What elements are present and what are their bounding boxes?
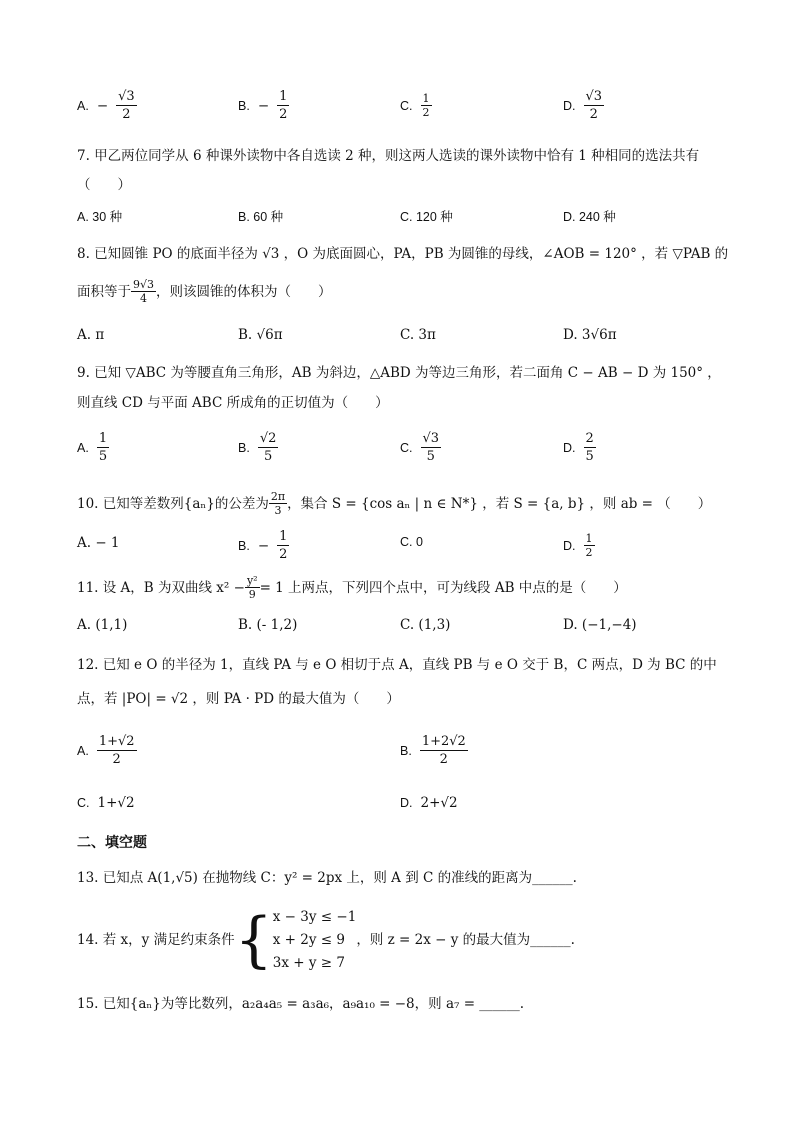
denominator: 2 (112, 752, 121, 767)
fraction (277, 88, 289, 123)
q11-option-a: A. (1,1) (77, 617, 128, 633)
fraction (116, 88, 137, 123)
option-label: A. (77, 98, 89, 113)
text: ，则 z = 2x − y 的最大值为______. (356, 932, 575, 948)
q6-option-c (400, 92, 432, 119)
text: 10. 已知等差数列{aₙ}的公差为 (77, 495, 269, 512)
fraction (584, 532, 595, 559)
q7-option-b: B. 60 种 (238, 210, 284, 224)
numerator: 1 (422, 92, 430, 105)
fraction (97, 733, 137, 768)
text: ，则该圆锥的体积为（ ） (156, 283, 332, 300)
q15-stem: 15. 已知{aₙ}为等比数列，a₂a₄a₅ = a₃a₆，a₉a₁₀ = −8，则 a₇ = ______. (77, 996, 525, 1012)
sign: − (257, 537, 270, 554)
q11-option-b: B. (- 1,2) (238, 617, 298, 633)
option-label: B. (238, 538, 250, 553)
text: ，集合 S = {cos aₙ | n ∈ N*} ，若 S = {a, b} ，则 ab = （ ） (287, 495, 712, 512)
q9-option-d (563, 430, 596, 465)
denominator: 5 (426, 449, 435, 464)
q11-option-c: C. (1,3) (400, 617, 451, 633)
text: = 1 上两点，下列四个点中，可为线段 AB 中点的是（ ） (259, 579, 627, 596)
denominator: 9 (248, 588, 256, 601)
q10-option-b (238, 528, 289, 563)
q12-option-b (400, 733, 468, 768)
q10-stem (77, 490, 711, 517)
numerator: 1 (279, 529, 288, 544)
q7-option-c: C. 120 种 (400, 210, 453, 224)
brace: { (234, 905, 273, 975)
fraction (269, 490, 287, 517)
q14-stem (77, 905, 575, 975)
text: 面积等于 (77, 283, 131, 300)
option-label: D. (563, 98, 576, 113)
option-label: C. (400, 440, 413, 455)
constraint: 3x + y ≥ 7 (272, 954, 345, 971)
q12-option-a (77, 733, 137, 768)
fraction (420, 733, 468, 768)
numerator: y² (246, 574, 258, 587)
q10-option-d (563, 532, 595, 559)
denominator: 2 (122, 107, 131, 122)
denominator: 4 (140, 292, 147, 305)
q10-option-a: A. − 1 (77, 535, 120, 551)
q7-stem-line1: 7. 甲乙两位同学从 6 种课外读物中各自选读 2 种，则这两人选读的课外读物中恰有 1 种相同的选法共有 (77, 148, 700, 164)
q11-option-d: D. (−1,−4) (563, 617, 637, 633)
numerator: 1 (585, 532, 593, 545)
numerator: 2π (270, 490, 286, 503)
q7-option-a: A. 30 种 (77, 210, 123, 224)
fraction (584, 430, 596, 465)
option-label: C. (400, 98, 413, 113)
denominator: 2 (589, 107, 598, 122)
sign: − (257, 97, 270, 114)
denominator: 2 (439, 752, 448, 767)
denominator: 2 (279, 107, 288, 122)
numerator: 2 (585, 431, 594, 446)
option-label: D. (563, 440, 576, 455)
value: 1+√2 (97, 795, 135, 811)
fraction (258, 430, 279, 465)
q12-option-d (400, 795, 458, 811)
q6-option-a (77, 88, 137, 123)
q8-option-b: B. √6π (238, 327, 283, 343)
constraint: x − 3y ≤ −1 (272, 908, 357, 925)
sign: − (96, 97, 109, 114)
fraction (131, 278, 156, 305)
text: 11. 设 A，B 为双曲线 x² − (77, 579, 245, 596)
fraction (584, 88, 605, 123)
denominator: 3 (274, 504, 282, 517)
q8-stem-line1: 8. 已知圆锥 PO 的底面半径为 √3 ，O 为底面圆心，PA，PB 为圆锥的母线，∠AOB = 120° ，若 ▽PAB 的 (77, 246, 729, 262)
numerator: √2 (259, 431, 277, 446)
q8-option-a: A. π (77, 327, 105, 343)
q10-option-c: C. 0 (400, 535, 423, 549)
option-label: D. (400, 796, 413, 810)
q8-option-c: C. 3π (400, 327, 436, 343)
denominator: 2 (585, 546, 593, 559)
q6-option-d (563, 88, 604, 123)
q6-option-b (238, 88, 289, 123)
numerator: 1+2√2 (421, 734, 466, 749)
numerator: 1+√2 (98, 734, 135, 749)
q7-stem-line2: （ ） (77, 177, 131, 193)
q9-stem-line2: 则直线 CD 与平面 ABC 所成角的正切值为（ ） (77, 395, 389, 411)
q8-option-d: D. 3√6π (563, 327, 617, 343)
numerator: √3 (118, 89, 135, 104)
denominator: 2 (279, 547, 288, 562)
denominator: 5 (263, 449, 273, 464)
fraction (421, 430, 442, 465)
value: 2+√2 (420, 795, 458, 811)
denominator: 2 (422, 106, 430, 119)
option-label: B. (400, 743, 412, 758)
q12-stem-line2: 点，若 |PO| = √2 ，则 PA · PD 的最大值为（ ） (77, 691, 400, 707)
option-label: A. (77, 440, 89, 455)
q12-stem-line1: 12. 已知 e O 的半径为 1，直线 PA 与 e O 相切于点 A，直线 PB 与 e O 交于 B，C 两点，D 为 BC 的中 (77, 657, 717, 673)
q9-stem-line1: 9. 已知 ▽ABC 为等腰直角三角形，AB 为斜边，△ABD 为等边三角形，若二面角 C − AB − D 为 150° ， (77, 365, 721, 381)
fraction (245, 574, 260, 601)
q9-option-c (400, 430, 441, 465)
fraction (277, 528, 289, 563)
q13-stem: 13. 已知点 A(1,√5) 在抛物线 C：y² = 2px 上，则 A 到 C 的准线的距离为______. (77, 870, 577, 886)
text: 14. 若 x，y 满足约束条件 (77, 932, 235, 948)
q9-option-a (77, 430, 109, 465)
constraint: x + 2y ≤ 9 (272, 931, 345, 948)
option-label: D. (563, 538, 576, 553)
numerator: 1 (279, 89, 288, 104)
numerator: 9√3 (133, 278, 155, 291)
section-heading: 二、填空题 (77, 834, 147, 850)
q7-option-d: D. 240 种 (563, 210, 616, 224)
denominator: 5 (585, 449, 594, 464)
numerator: 1 (98, 431, 108, 446)
option-label: A. (77, 743, 89, 758)
numerator: √3 (585, 89, 603, 104)
option-label: B. (238, 98, 250, 113)
q12-option-c (77, 795, 135, 811)
denominator: 5 (98, 449, 108, 464)
numerator: √3 (422, 431, 440, 446)
q9-option-b (238, 430, 278, 465)
q11-stem (77, 574, 627, 601)
fraction (97, 430, 109, 465)
option-label: C. (77, 796, 90, 810)
q8-stem-line2 (77, 278, 332, 305)
constraint-system (273, 906, 357, 975)
option-label: B. (238, 440, 250, 455)
fraction (421, 92, 432, 119)
